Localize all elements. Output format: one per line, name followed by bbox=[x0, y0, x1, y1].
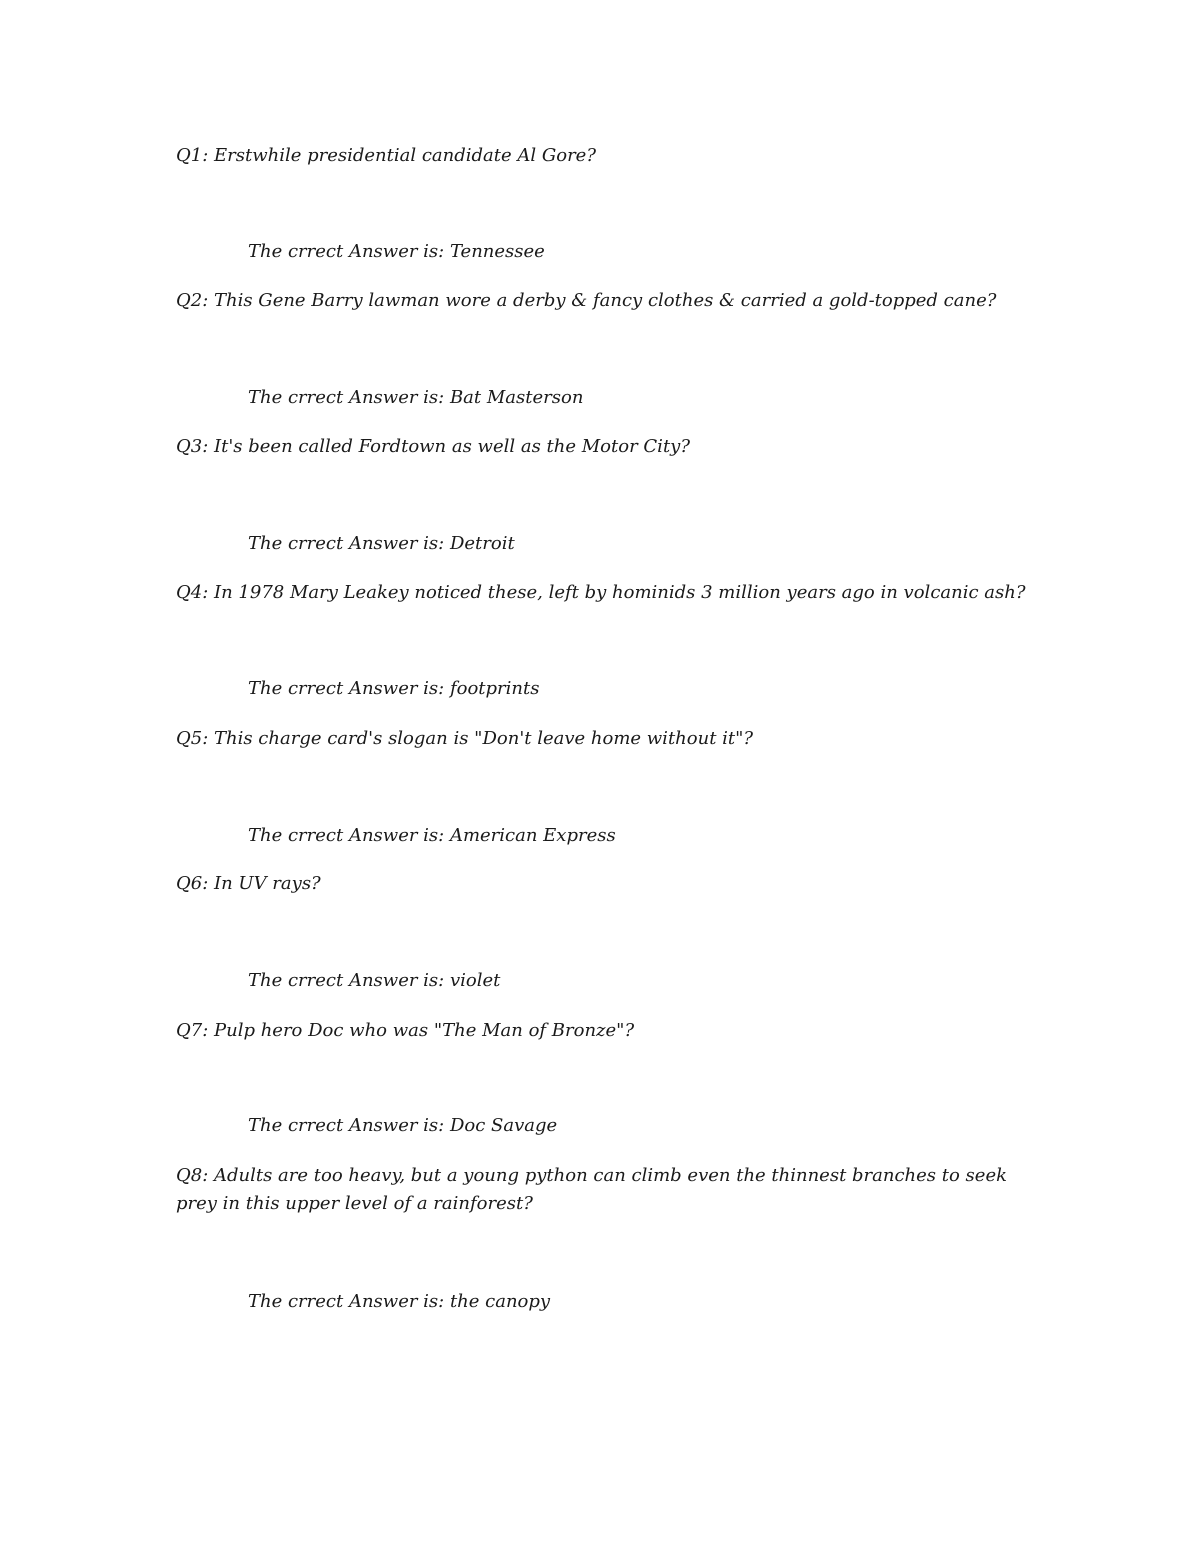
answer-text: The crrect Answer is: footprints bbox=[248, 678, 540, 699]
answer-text: The crrect Answer is: Doc Savage bbox=[248, 1115, 558, 1136]
answer-text: The crrect Answer is: violet bbox=[248, 970, 501, 991]
question-text: Q1: Erstwhile presidential candidate Al Gore? bbox=[176, 145, 596, 166]
question-text: Q6: In UV rays? bbox=[176, 873, 321, 894]
answer-text: The crrect Answer is: the canopy bbox=[248, 1291, 551, 1312]
question-text: Q4: In 1978 Mary Leakey noticed these, left by hominids 3 million years ago in volcanic ash? bbox=[176, 582, 1026, 603]
question-text: Q2: This Gene Barry lawman wore a derby & fancy clothes & carried a gold-topped cane? bbox=[176, 290, 997, 311]
answer-text: The crrect Answer is: Detroit bbox=[248, 533, 515, 554]
question-text: Q3: It's been called Fordtown as well as the Motor City? bbox=[176, 436, 690, 457]
answer-text: The crrect Answer is: Bat Masterson bbox=[248, 387, 584, 408]
answer-text: The crrect Answer is: Tennessee bbox=[248, 241, 545, 262]
answer-text: The crrect Answer is: American Express bbox=[248, 825, 616, 846]
question-text: Q5: This charge card's slogan is "Don't leave home without it"? bbox=[176, 728, 754, 749]
question-text: Q7: Pulp hero Doc who was "The Man of Bronze"? bbox=[176, 1020, 635, 1041]
question-text: Q8: Adults are too heavy, but a young python can climb even the thinnest branches to seek prey in this upper level of a rainforest? bbox=[176, 1165, 1008, 1214]
